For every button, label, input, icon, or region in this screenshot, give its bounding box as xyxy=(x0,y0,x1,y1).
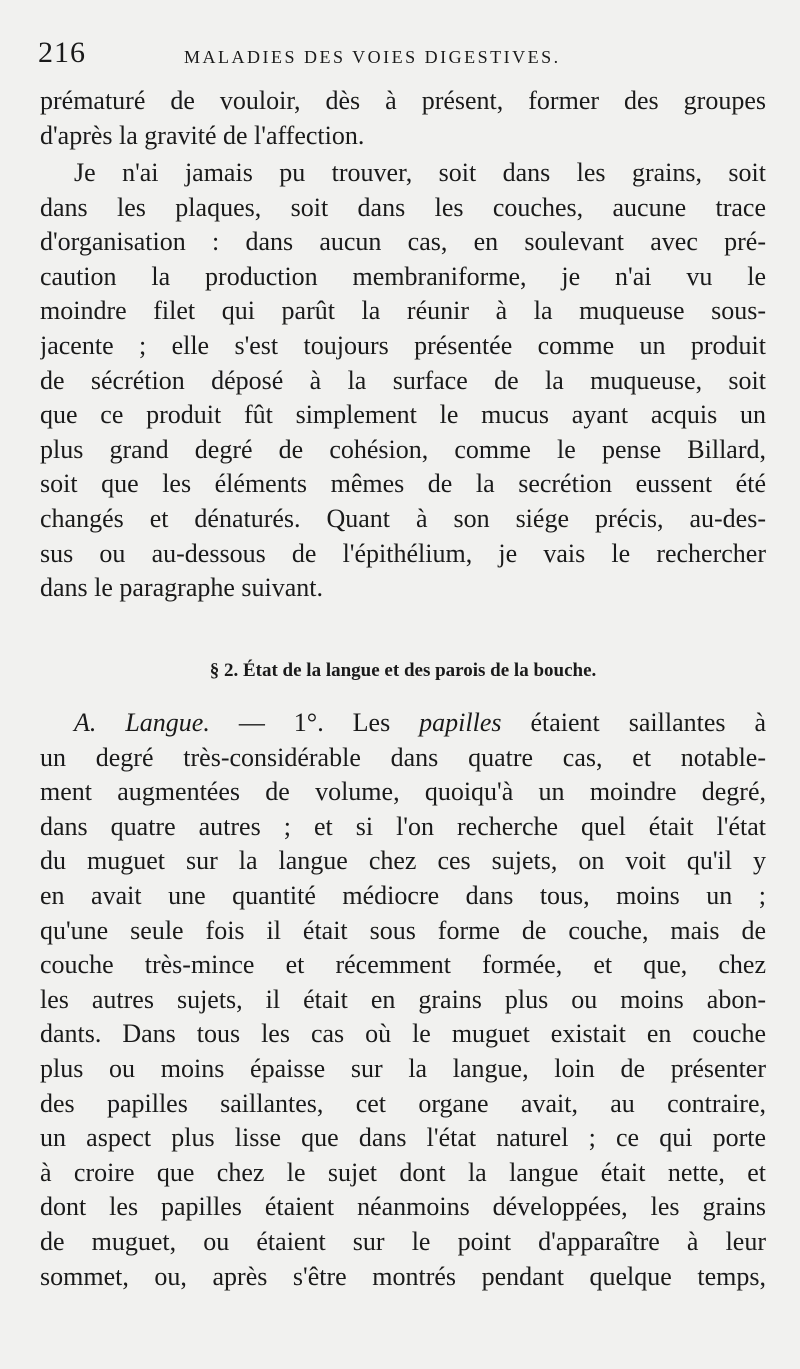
text-line: ment augmentées de volume, quoiqu'à un moindre degré, xyxy=(40,777,766,807)
paragraph-langue xyxy=(40,706,766,1294)
text-line: que ce produit fût simplement le mucus ayant acquis un xyxy=(40,400,766,430)
text-span: — 1°. Les xyxy=(209,708,420,737)
text-line: jacente ; elle s'est toujours présentée comme un produit xyxy=(40,330,766,360)
text-line: dont les papilles étaient néanmoins développées, les grains xyxy=(40,1192,766,1222)
text-line: dans le paragraphe suivant. xyxy=(40,573,324,603)
text-line: dants. Dans tous les cas où le muguet existait en couche xyxy=(40,1019,766,1049)
text-line: d'organisation : dans aucun cas, en soulevant avec pré- xyxy=(40,227,766,257)
paragraph-continuation xyxy=(40,84,766,153)
text-line: soit que les éléments mêmes de la secrétion eussent été xyxy=(40,469,766,499)
subsection-lead: A. Langue. xyxy=(74,708,210,737)
paragraph-organisation xyxy=(40,156,766,606)
text-line: sus ou au-dessous de l'épithélium, je vais le rechercher xyxy=(40,538,766,568)
text-line: de sécrétion déposé à la surface de la muqueuse, soit xyxy=(40,365,766,395)
text-line: en avait une quantité médiocre dans tous, moins un ; xyxy=(40,880,766,910)
text-line: Je n'ai jamais pu trouver, soit dans les grains, soit xyxy=(74,158,766,187)
text-line-first xyxy=(40,706,766,741)
emphasized-term: papilles xyxy=(419,708,502,737)
page-header xyxy=(38,36,768,76)
text-line: moindre filet qui parût la réunir à la muqueuse sous- xyxy=(40,296,766,326)
text-line: dans les plaques, soit dans les couches, aucune trace xyxy=(40,192,766,222)
section-heading: § 2. État de la langue et des parois de la bouche. xyxy=(209,660,597,681)
text-line: un aspect plus lisse que dans l'état naturel ; ce qui porte xyxy=(40,1123,766,1153)
text-line: caution la production membraniforme, je n'ai vu le xyxy=(40,261,766,291)
text-line: plus grand degré de cohésion, comme le pense Billard, xyxy=(40,434,766,464)
text-line: plus ou moins épaisse sur la langue, loin de présenter xyxy=(40,1053,766,1083)
page-number: 216 xyxy=(38,36,86,69)
text-line: dans quatre autres ; et si l'on recherche quel était l'état xyxy=(40,811,766,841)
text-line: prématuré de vouloir, dès à présent, former des groupes xyxy=(40,86,766,115)
text-line: changés et dénaturés. Quant à son siége précis, au-des- xyxy=(40,503,766,533)
text-line: des papilles saillantes, cet organe avait, au contraire, xyxy=(40,1088,766,1118)
text-line: qu'une seule fois il était sous forme de couche, mais de xyxy=(40,915,766,945)
text-line: d'après la gravité de l'affection. xyxy=(40,120,365,150)
text-line: un degré très-considérable dans quatre cas, et notable- xyxy=(40,742,766,772)
text-line: à croire que chez le sujet dont la langue était nette, et xyxy=(40,1157,766,1187)
text-line: couche très-mince et récemment formée, et que, chez xyxy=(40,950,766,980)
text-line: du muguet sur la langue chez ces sujets, on voit qu'il y xyxy=(40,846,766,876)
text-line: de muguet, ou étaient sur le point d'apparaître à leur xyxy=(40,1226,766,1256)
text-span: étaient saillantes à xyxy=(501,708,766,737)
text-line: sommet, ou, après s'être montrés pendant quelque temps, xyxy=(40,1261,766,1291)
running-title: MALADIES DES VOIES DIGESTIVES. xyxy=(184,47,561,67)
text-line: les autres sujets, il était en grains plus ou moins abon- xyxy=(40,984,766,1014)
